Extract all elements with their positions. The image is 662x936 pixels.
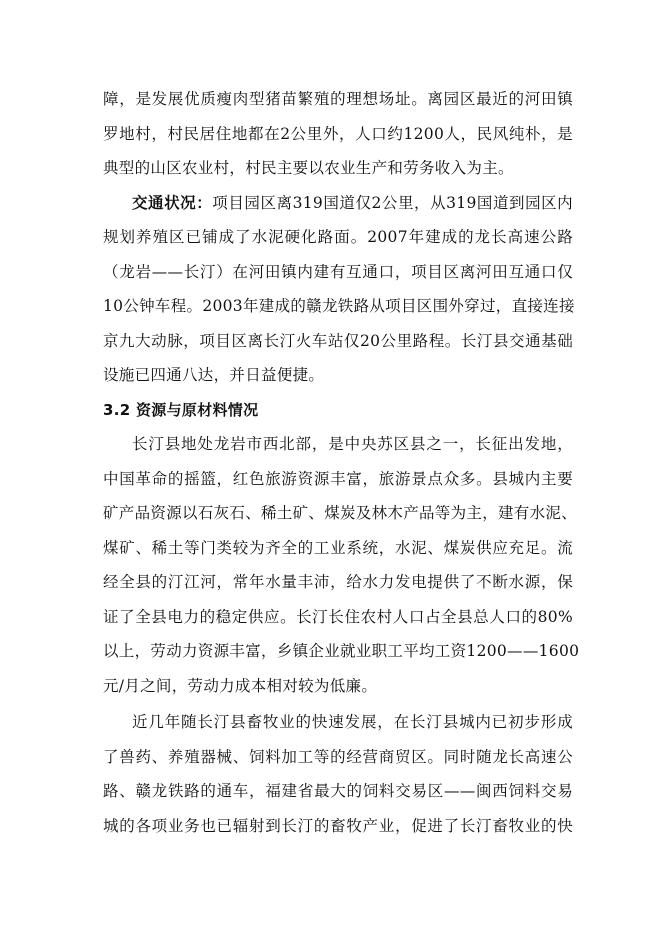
- text-line: 长汀县地处龙岩市西北部，是中央苏区县之一，长征出发地，: [132, 435, 573, 453]
- text-line: 典型的山区农业村，村民主要以农业生产和劳务收入为主。: [103, 159, 514, 177]
- text-line: （龙岩——长汀）在河田镇内建有互通口，项目区离河田互通口仅: [103, 263, 573, 281]
- text-line: 以上，劳动力资源丰富，乡镇企业就业职工平均工资1200——1600: [103, 642, 580, 660]
- text-line: 规划养殖区已铺成了水泥硬化路面。2007年建成的龙长高速公路: [103, 228, 573, 246]
- text-line: 城的各项业务也已辐射到长汀的畜牧产业，促进了长汀畜牧业的快: [103, 817, 573, 835]
- text-line: 京九大动脉，项目区离长汀火车站仅20公里路程。长汀县交通基础: [103, 332, 573, 350]
- text-line: 近几年随长汀县畜牧业的快速发展，在长汀县城内已初步形成: [132, 713, 573, 731]
- text-line: 证了全县电力的稳定供应。长汀长住农村人口占全县总人口的80%: [103, 608, 573, 626]
- text-line: 元/月之间，劳动力成本相对较为低廉。: [103, 677, 378, 695]
- section-heading: 3.2 资源与原材料情况: [103, 401, 259, 419]
- traffic-first-line-text: 项目园区离319国道仅2公里，从319国道到园区内: [212, 194, 573, 212]
- text-line: 矿产品资源以石灰石、稀土矿、煤炭及林木产品等为主，建有水泥、: [103, 504, 578, 522]
- text-line: 煤矿、稀土等门类较为齐全的工业系统，水泥、煤炭供应充足。流: [103, 539, 573, 557]
- traffic-first-line: [132, 193, 573, 213]
- text-line: 设施已四通八达，并日益便捷。: [103, 366, 325, 384]
- text-line: 中国革命的摇篮，红色旅游资源丰富，旅游景点众多。县城内主要: [103, 470, 573, 488]
- text-line: 了兽药、养殖器械、饲料加工等的经营商贸区。同时随龙长高速公: [103, 748, 573, 766]
- text-line: 路、赣龙铁路的通车，福建省最大的饲料交易区——闽西饲料交易: [103, 782, 573, 800]
- text-line: 10公钟车程。2003年建成的赣龙铁路从项目区围外穿过，直接连接: [103, 297, 575, 315]
- text-line: 罗地村，村民居住地都在2公里外，人口约1200人，民风纯朴，是: [103, 125, 573, 143]
- traffic-label: 交通状况：: [132, 193, 213, 212]
- text-line: 经全县的汀江河，常年水量丰沛，给水力发电提供了不断水源，保: [103, 573, 573, 591]
- text-line: 障，是发展优质瘦肉型猪苗繁殖的理想场址。离园区最近的河田镇: [103, 90, 573, 108]
